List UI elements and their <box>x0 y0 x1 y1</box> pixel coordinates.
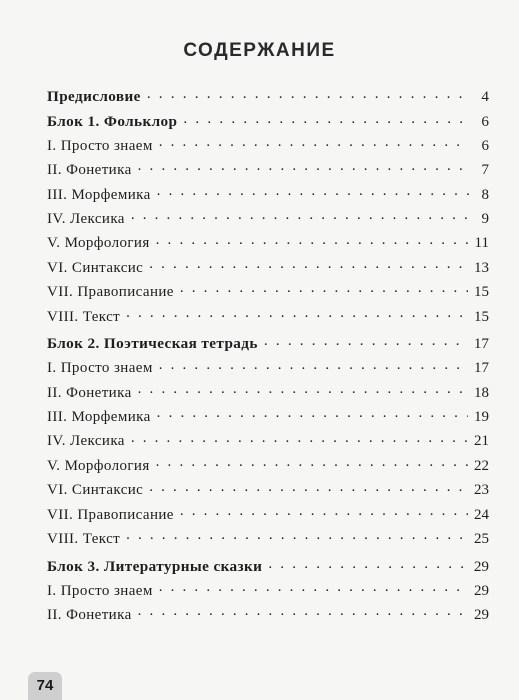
toc-entry <box>47 184 489 208</box>
dot-leader <box>138 159 469 174</box>
toc-section-heading <box>47 555 489 579</box>
dot-leader <box>268 555 468 570</box>
dot-leader <box>126 528 468 543</box>
toc-entry-page: 19 <box>474 409 489 426</box>
page-number-badge: 74 <box>28 672 62 700</box>
dot-leader <box>147 86 469 101</box>
toc-entry-page: 29 <box>473 557 489 575</box>
toc-entry-page: 17 <box>473 335 489 353</box>
toc-entry <box>47 257 489 281</box>
toc-entry <box>47 430 489 454</box>
dot-leader <box>183 110 469 125</box>
toc-entry <box>47 504 489 528</box>
toc-section-heading <box>47 86 489 110</box>
toc-entry-page: 13 <box>474 259 489 276</box>
toc-section-heading <box>47 110 489 134</box>
toc-entry-label: VI. Синтаксис <box>47 259 144 276</box>
dot-leader <box>138 604 468 619</box>
toc-entry-page: 6 <box>481 112 489 130</box>
toc-entry-label: I. Просто знаем <box>47 360 153 377</box>
dot-leader <box>131 430 468 445</box>
toc-entry-label: VII. Правописание <box>47 284 174 301</box>
toc-entry-page: 17 <box>474 360 489 377</box>
dot-leader <box>156 455 468 470</box>
dot-leader <box>126 306 468 321</box>
dot-leader <box>149 479 468 494</box>
toc-entry-page: 29 <box>474 582 489 599</box>
toc-entry-page: 15 <box>474 308 489 325</box>
dot-leader <box>159 580 468 595</box>
dot-leader <box>138 382 468 397</box>
toc-entry-label: III. Морфемика <box>47 186 151 203</box>
toc-entry <box>47 159 489 183</box>
toc-entry <box>47 382 489 406</box>
toc-entry <box>47 406 489 430</box>
toc-entry-label: V. Морфология <box>47 457 150 474</box>
toc-section-heading <box>47 333 489 357</box>
toc-entry-label: V. Морфология <box>47 235 150 252</box>
dot-leader <box>157 184 469 199</box>
dot-leader <box>156 232 469 247</box>
toc-entry-label: IV. Лексика <box>47 210 125 227</box>
toc-entry-page: 11 <box>474 235 489 252</box>
toc-entry-label: VIII. Текст <box>47 531 121 548</box>
toc-entry-page: 4 <box>481 88 489 106</box>
toc-entry-label: Блок 2. Поэтическая тетрадь <box>47 335 258 353</box>
toc-entry <box>47 281 489 305</box>
toc-entry-label: II. Фонетика <box>47 384 132 401</box>
toc-entry-label: IV. Лексика <box>47 433 125 450</box>
dot-leader <box>149 257 468 272</box>
toc-entry <box>47 479 489 503</box>
toc-entry-page: 29 <box>474 607 489 624</box>
toc-entry-page: 25 <box>474 531 489 548</box>
dot-leader <box>180 504 468 519</box>
toc-entry-page: 24 <box>474 506 489 523</box>
toc-entry <box>47 306 489 330</box>
toc-entry-label: Блок 1. Фольклор <box>47 112 178 130</box>
toc-entry-label: I. Просто знаем <box>47 582 153 599</box>
toc-entry-label: Предисловие <box>47 88 141 106</box>
toc-entry <box>47 528 489 552</box>
toc-entry-page: 15 <box>474 284 489 301</box>
dot-leader <box>159 135 469 150</box>
toc-entry-page: 8 <box>481 186 489 203</box>
toc-entry-page: 21 <box>474 433 489 450</box>
toc-entry-page: 22 <box>474 457 489 474</box>
toc-entry <box>47 357 489 381</box>
toc-entry-page: 9 <box>481 210 489 227</box>
page-title: СОДЕРЖАНИЕ <box>183 40 336 61</box>
toc-entry-label: II. Фонетика <box>47 607 132 624</box>
toc-entry-label: Блок 3. Литературные сказки <box>47 557 263 575</box>
toc-entry-label: VI. Синтаксис <box>47 482 144 499</box>
dot-leader <box>159 357 468 372</box>
toc-entry <box>47 580 489 604</box>
dot-leader <box>180 281 468 296</box>
toc-entry <box>47 208 489 232</box>
toc-entry-label: VIII. Текст <box>47 308 121 325</box>
toc-entry <box>47 604 489 628</box>
dot-leader <box>264 333 468 348</box>
toc-entry-label: VII. Правописание <box>47 506 174 523</box>
toc-entry <box>47 455 489 479</box>
dot-leader <box>157 406 468 421</box>
toc-entry <box>47 135 489 159</box>
table-of-contents <box>47 86 489 629</box>
toc-entry-page: 6 <box>481 137 489 154</box>
toc-entry-label: II. Фонетика <box>47 162 132 179</box>
toc-entry-label: I. Просто знаем <box>47 137 153 154</box>
toc-entry-label: III. Морфемика <box>47 409 151 426</box>
dot-leader <box>131 208 469 223</box>
toc-entry-page: 23 <box>474 482 489 499</box>
toc-entry <box>47 232 489 256</box>
toc-entry-page: 18 <box>474 384 489 401</box>
toc-entry-page: 7 <box>481 162 489 179</box>
